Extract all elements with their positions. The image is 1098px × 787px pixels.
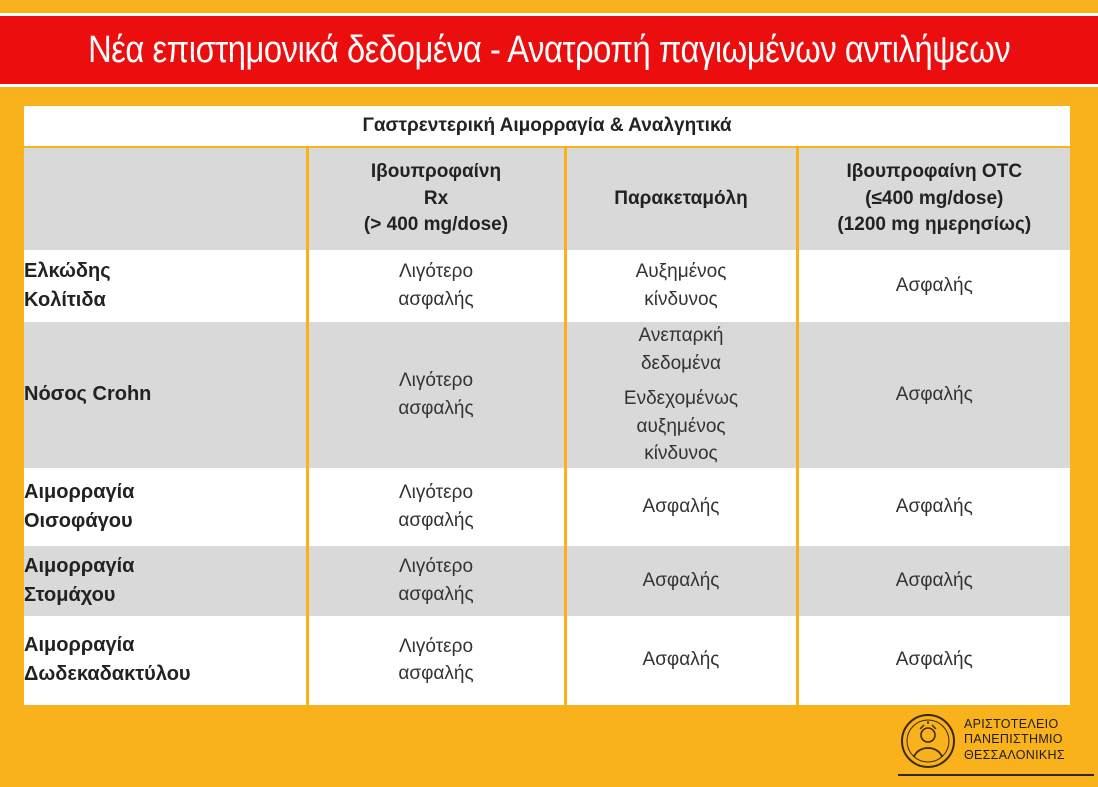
row-label-duodenal-bleeding bbox=[24, 616, 307, 705]
row-label-line: Οισοφάγου bbox=[24, 509, 133, 532]
row-label-esophageal-bleeding bbox=[24, 468, 307, 546]
university-name bbox=[964, 717, 1092, 763]
cell-line: Ασφαλής bbox=[895, 384, 973, 406]
cell-spacer bbox=[567, 377, 796, 385]
row-label-ulcerative-colitis bbox=[24, 250, 307, 322]
university-name-line: ΘΕΣΣΑΛΟΝΙΚΗΣ bbox=[964, 747, 1065, 762]
cell-line: Αυξημένος bbox=[635, 261, 727, 283]
cell-ibuprofen-rx bbox=[307, 546, 565, 616]
cell-line: Ασφαλής bbox=[895, 275, 973, 297]
table-row bbox=[24, 468, 1070, 546]
cell-line: κίνδυνος bbox=[644, 289, 718, 310]
col-header-ibuprofen-otc bbox=[797, 147, 1070, 250]
cell-paracetamol bbox=[565, 468, 797, 546]
cell-line: Ασφαλής bbox=[642, 649, 720, 671]
col-header-line: (≤400 mg/dose) bbox=[865, 187, 1004, 209]
cell-line: Ασφαλής bbox=[895, 569, 973, 591]
col-header-ibuprofen-rx bbox=[307, 147, 565, 250]
cell-line: Λιγότερο bbox=[398, 635, 474, 657]
col-header-line: (> 400 mg/dose) bbox=[363, 214, 509, 236]
cell-line: Λιγότερο bbox=[398, 556, 474, 578]
row-label-crohn bbox=[24, 322, 307, 468]
col-header-line: Ιβουπροφαίνη bbox=[370, 161, 502, 183]
cell-paracetamol bbox=[565, 616, 797, 705]
header-empty-cell bbox=[24, 147, 307, 250]
cell-line: Λιγότερο bbox=[398, 261, 474, 283]
university-name-line: ΠΑΝΕΠΙΣΤΗΜΙΟ bbox=[964, 732, 1063, 747]
row-label-line: Αιμορραγία bbox=[24, 634, 135, 657]
row-label-line: Δωδεκαδακτύλου bbox=[24, 663, 191, 686]
cell-line: ασφαλής bbox=[398, 289, 474, 310]
row-label-line: Ελκώδης bbox=[24, 260, 111, 282]
cell-ibuprofen-rx bbox=[307, 616, 565, 705]
cell-line: δεδομένα bbox=[640, 352, 722, 374]
table-caption: Γαστρεντερική Αιμορραγία & Αναλγητικά bbox=[24, 106, 1070, 147]
comparison-table bbox=[24, 106, 1070, 705]
cell-ibuprofen-otc bbox=[797, 250, 1070, 322]
row-label-stomach-bleeding bbox=[24, 546, 307, 616]
cell-ibuprofen-otc bbox=[797, 546, 1070, 616]
cell-line: Λιγότερο bbox=[398, 370, 474, 392]
row-label-line: Αιμορραγία bbox=[24, 554, 135, 577]
cell-line: ασφαλής bbox=[398, 583, 474, 605]
cell-paracetamol bbox=[565, 546, 797, 616]
university-name-line: ΑΡΙΣΤΟΤΕΛΕΙΟ bbox=[964, 717, 1059, 731]
cell-ibuprofen-rx bbox=[307, 322, 565, 468]
cell-paracetamol bbox=[565, 250, 797, 322]
col-header-line: (1200 mg ημερησίως) bbox=[837, 214, 1032, 236]
cell-line: Ασφαλής bbox=[895, 495, 973, 517]
cell-ibuprofen-rx bbox=[307, 468, 565, 546]
cell-line: Ασφαλής bbox=[895, 649, 973, 671]
university-logo bbox=[898, 712, 1094, 778]
cell-line: ασφαλής bbox=[398, 663, 474, 685]
table-row bbox=[24, 616, 1070, 705]
table-row bbox=[24, 546, 1070, 616]
row-label-line: Νόσος Crohn bbox=[24, 383, 152, 406]
row-label-line: Στομάχου bbox=[24, 583, 116, 606]
cell-ibuprofen-otc bbox=[797, 616, 1070, 705]
cell-line: αυξημένος bbox=[636, 415, 726, 437]
row-label-line: Κολίτιδα bbox=[24, 289, 106, 311]
cell-ibuprofen-otc bbox=[797, 468, 1070, 546]
cell-line: ασφαλής bbox=[398, 509, 474, 531]
cell-line: κίνδυνος bbox=[644, 443, 718, 465]
cell-line: Ανεπαρκή bbox=[638, 325, 724, 346]
col-header-line: Ιβουπροφαίνη OTC bbox=[846, 161, 1023, 183]
cell-line: Ασφαλής bbox=[642, 495, 720, 517]
page-title: Νέα επιστημονικά δεδομένα - Ανατροπή παγιωμένων αντιλήψεων bbox=[87, 28, 1011, 71]
cell-ibuprofen-rx bbox=[307, 250, 565, 322]
row-label-line: Αιμορραγία bbox=[24, 480, 135, 503]
cell-line: Λιγότερο bbox=[398, 482, 474, 504]
table-row bbox=[24, 250, 1070, 322]
table-row bbox=[24, 322, 1070, 468]
cell-paracetamol bbox=[565, 322, 797, 468]
cell-ibuprofen-otc bbox=[797, 322, 1070, 468]
header-row bbox=[24, 147, 1070, 250]
cell-line: Ενδεχομένως bbox=[623, 388, 739, 410]
title-banner bbox=[0, 13, 1098, 87]
cell-line: Ασφαλής bbox=[642, 569, 720, 591]
col-header-paracetamol bbox=[565, 147, 797, 250]
cell-line: ασφαλής bbox=[398, 397, 474, 419]
col-header-line: Rx bbox=[423, 187, 449, 209]
university-seal-icon bbox=[900, 713, 956, 769]
col-header-line: Παρακεταμόλη bbox=[614, 187, 748, 209]
logo-underline bbox=[898, 774, 1094, 776]
